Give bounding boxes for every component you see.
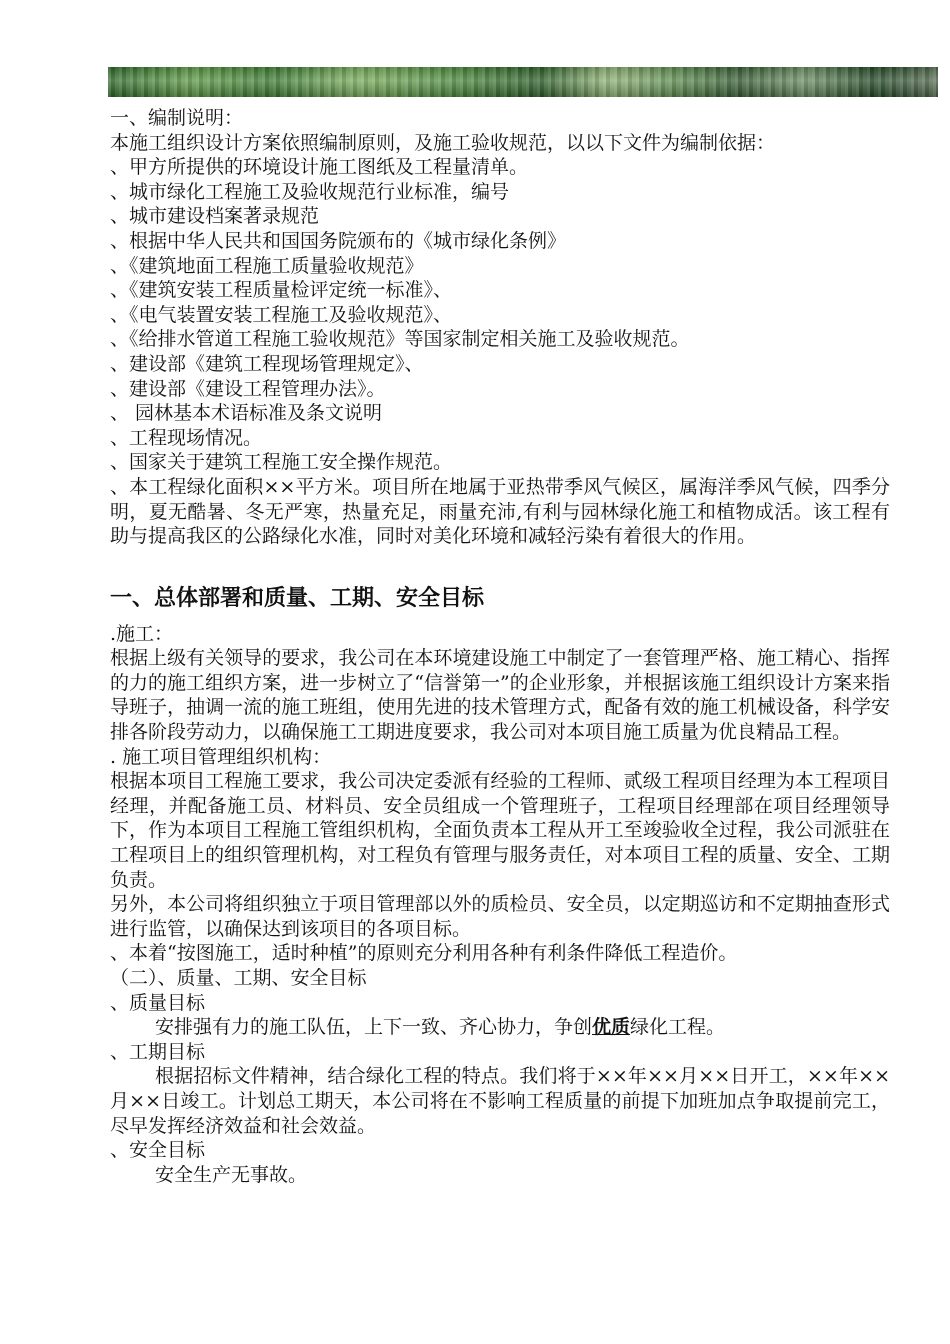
list-item: 、建设部《建设工程管理办法》。 bbox=[110, 377, 386, 400]
list-item: 、工程现场情况。 bbox=[110, 426, 263, 449]
schedule-goal-paragraph bbox=[110, 1064, 890, 1138]
list-item: 、建设部《建筑工程现场管理规定》、 bbox=[110, 352, 424, 375]
main-heading: 一、总体部署和质量、工期、安全目标 bbox=[110, 585, 485, 611]
safety-goal-paragraph: 安全生产无事故。 bbox=[155, 1163, 308, 1186]
document-body bbox=[110, 106, 890, 1187]
list-item: 、城市建设档案著录规范 bbox=[110, 205, 320, 228]
supervision-paragraph: 另外，本公司将组织独立于项目管理部以外的质检员、安全员，以定期巡访和不定期抽查形式进行监管，以确保达到该项目的各项目标。 bbox=[110, 893, 890, 940]
schedule-goal-label: 、工期目标 bbox=[110, 1040, 206, 1063]
quality-goal-paragraph bbox=[110, 1015, 890, 1040]
project-overview-paragraph: 、本工程绿化面积××平方米。项目所在地属于亚热带季风气候区，属海洋季风气候，四季分明，夏无酷暑、冬无严寒，热量充足，雨量充沛,有利与园林绿化施工和植物成活。该工程有助与提高我区的公路绿化水准，同时对美化环境和减轻污染有着很大的作用。 bbox=[110, 475, 890, 548]
section-title-compilation: 一、编制说明： bbox=[110, 107, 244, 129]
list-item: 、城市绿化工程施工及验收规范行业标准，编号 bbox=[110, 180, 510, 203]
list-item: 、根据中华人民共和国国务院颁布的《城市绿化条例》 bbox=[110, 229, 567, 252]
safety-goal-label: 、安全目标 bbox=[110, 1139, 206, 1162]
list-item: 、甲方所提供的环境设计施工图纸及工程量清单。 bbox=[110, 156, 529, 179]
quality-goal-text-end: 绿化工程。 bbox=[630, 1016, 726, 1039]
list-item: 、 园林基本术语标准及条文说明 bbox=[110, 402, 383, 425]
quality-goal-emphasis: 优质 bbox=[592, 1016, 631, 1039]
list-item: 本施工组织设计方案依照编制原则，及施工验收规范，以以下文件为编制依据： bbox=[110, 131, 776, 154]
header-banner-image bbox=[108, 67, 938, 97]
construction-label: .施工： bbox=[110, 622, 174, 645]
principle-paragraph: 、本着“按图施工，适时种植”的原则充分利用各种有利条件降低工程造价。 bbox=[110, 942, 738, 965]
schedule-goal-text: 根据招标文件精神，结合绿化工程的特点。我们将于××年××月××日开工，××年××月××日竣工。计划总工期天，本公司将在不影响工程质量的前提下加班加点争取提前完工，尽早发挥经济效益和社会效益。 bbox=[110, 1065, 890, 1137]
construction-paragraph: 根据上级有关领导的要求，我公司在本环境建设施工中制定了一套管理严格、施工精心、指挥的力的施工组织方案，进一步树立了“信誉第一”的企业形象，并根据该施工组织设计方案来指导班子，抽调一流的施工班组，使用先进的技术管理方式，配备有效的施工机械设备，科学安排各阶段劳动力，以确保施工工期进度要求，我公司对本项目施工质量为优良精品工程。 bbox=[110, 647, 890, 744]
list-item: 、《给排水管道工程施工验收规范》等国家制定相关施工及验收规范。 bbox=[110, 328, 690, 351]
list-item: 、《电气装置安装工程施工及验收规范》、 bbox=[110, 303, 453, 326]
org-label: . 施工项目管理组织机构： bbox=[110, 745, 332, 768]
list-item: 、《建筑安装工程质量检评定统一标准》、 bbox=[110, 279, 453, 302]
list-item: 、国家关于建筑工程施工安全操作规范。 bbox=[110, 451, 453, 474]
quality-goal-text: 安排强有力的施工队伍，上下一致、齐心协力，争创 bbox=[155, 1016, 593, 1039]
sub-heading-goals: （二）、质量、工期、安全目标 bbox=[110, 967, 367, 989]
list-item: 、《建筑地面工程施工质量验收规范》 bbox=[110, 254, 424, 277]
quality-goal-label: 、质量目标 bbox=[110, 991, 206, 1014]
org-paragraph: 根据本项目工程施工要求，我公司决定委派有经验的工程师、贰级工程项目经理为本工程项目经理，并配备施工员、材料员、安全员组成一个管理班子，工程项目经理部在项目经理领导下，作为本项目工程施工管组织机构，全面负责本工程从开工至竣验收全过程，我公司派驻在工程项目上的组织管理机构，对工程负有管理与服务责任，对本项目工程的质量、安全、工期负责。 bbox=[110, 770, 890, 891]
